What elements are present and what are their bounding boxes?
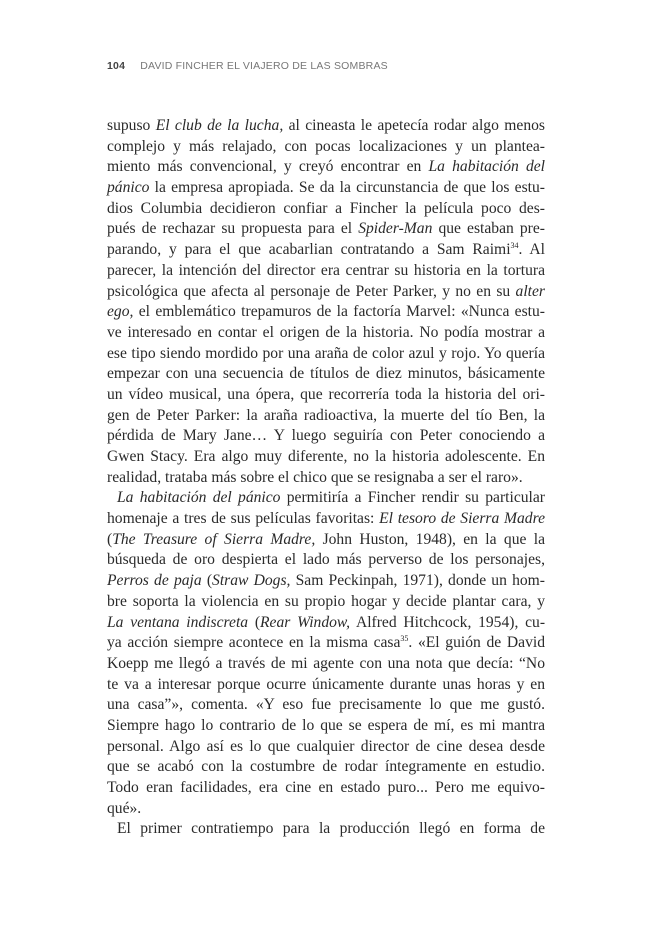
text-line	[107, 488, 545, 509]
text-segment: ve interesado en contar el origen de la historia. No podía mostrar a	[107, 323, 545, 341]
text-segment: John Huston, 1948), en la que la	[315, 530, 545, 548]
text-line	[107, 819, 545, 840]
italic-title: Rear Window,	[260, 613, 351, 631]
text-segment: . «El guión de David	[408, 634, 545, 652]
text-segment: (	[248, 613, 261, 631]
text-line	[107, 261, 545, 282]
text-line	[107, 219, 545, 240]
body-text	[107, 116, 545, 840]
text-segment: bre soporta la violencia en su propio hogar y decide plantar cara, y	[107, 592, 545, 610]
text-segment: realidad, trataba más sobre el chico que se resignaba a ser el raro».	[107, 468, 523, 486]
footnote-marker: 35	[400, 634, 409, 644]
text-line	[107, 157, 545, 178]
text-segment: empezar con una secuencia de títulos de diez minutos, básicamente	[107, 365, 545, 383]
text-segment: Koepp me llegó a través de mi agente con una nota que decía: “No	[107, 654, 545, 672]
text-line	[107, 282, 545, 303]
text-segment: (	[201, 572, 213, 590]
text-segment: que se acabó con la costumbre de rodar íntegramente en estudio.	[107, 758, 545, 776]
text-line	[107, 468, 545, 489]
text-segment: qué».	[107, 799, 142, 817]
text-line	[107, 799, 545, 820]
text-segment: (	[107, 530, 113, 548]
text-segment: al cineasta le apetecía rodar algo menos	[283, 117, 545, 134]
italic-title: La ventana indiscreta	[107, 613, 249, 631]
italic-title: Straw Dogs,	[212, 572, 291, 590]
text-line	[107, 240, 545, 261]
text-line	[107, 447, 545, 468]
text-segment: psicológica que afecta al personaje de Peter Parker, y no en su	[107, 282, 516, 300]
italic-title: Spider-Man	[358, 220, 433, 238]
text-line	[107, 406, 545, 427]
italic-title: pánico	[107, 179, 150, 197]
text-segment: personal. Algo así es lo que cualquier director de cine desea desde	[107, 737, 545, 755]
text-segment: parando, y para el que acabarlian contratando a Sam Raimi	[107, 241, 511, 259]
text-line	[107, 178, 545, 199]
text-line	[107, 654, 545, 675]
text-line	[107, 137, 545, 158]
text-line	[107, 116, 545, 137]
text-segment: ese tipo siendo mordido por una araña de color azul y rojo. Yo quería	[107, 344, 545, 362]
text-segment: supuso	[107, 117, 156, 134]
text-segment: miento más convencional, y creyó encontrar en	[107, 158, 429, 176]
footnote-marker: 34	[510, 241, 519, 251]
text-line	[107, 737, 545, 758]
text-segment: un vídeo musical, una ópera, que recorrería toda la historia del ori-	[107, 385, 545, 403]
running-header	[107, 60, 388, 72]
text-segment: Sam Peckinpah, 1971), donde un hom-	[290, 572, 545, 590]
text-line	[107, 633, 545, 654]
text-segment: búsqueda de oro despierta el lado más perverso de los personajes,	[107, 551, 545, 569]
italic-title: La habitación del pánico	[117, 489, 281, 507]
text-line	[107, 530, 545, 551]
text-segment: una casa”», comenta. «Y eso fue precisamente lo que me gustó.	[107, 696, 545, 714]
text-segment: permitiría a Fincher rendir su particular	[280, 489, 545, 507]
text-line	[107, 778, 545, 799]
text-segment: Todo eran facilidades, era cine en estado puro... Pero me equivo-	[107, 779, 545, 796]
text-segment: Alfred Hitchcock, 1954), cu-	[350, 613, 546, 631]
text-line	[107, 613, 545, 634]
text-line	[107, 199, 545, 220]
text-line	[107, 426, 545, 447]
italic-title: The Treasure of Sierra Madre,	[112, 530, 316, 548]
text-segment: complejo y más relajado, con pocas localizaciones y un plantea-	[107, 137, 545, 155]
text-line	[107, 344, 545, 365]
italic-title: alter	[515, 282, 545, 300]
running-title: DAVID FINCHER EL VIAJERO DE LAS SOMBRAS	[140, 60, 388, 72]
text-segment: que estaban pre-	[432, 220, 545, 238]
text-segment: pérdida de Mary Jane… Y luego seguiría con Peter conociendo a	[107, 427, 545, 445]
text-segment: Siempre hago lo contrario de lo que se espera de mí, es mi mantra	[107, 716, 545, 734]
text-segment: . Al	[518, 241, 546, 259]
text-line	[107, 364, 545, 385]
italic-title: ego,	[107, 303, 134, 321]
italic-title: La habitación del	[428, 158, 545, 176]
text-segment: la empresa apropiada. Se da la circunstancia de que los estu-	[149, 179, 545, 197]
text-segment: ya acción siempre acontece en la misma casa	[107, 634, 401, 652]
text-segment: parecer, la intención del director era centrar su historia en la tortura	[107, 261, 545, 279]
text-line	[107, 757, 545, 778]
text-line	[107, 385, 545, 406]
page-number: 104	[107, 60, 126, 72]
text-line	[107, 695, 545, 716]
italic-title: El tesoro de Sierra Madre	[379, 510, 545, 528]
text-segment: Gwen Stacy. Era algo muy diferente, no la historia adolescente. En	[107, 448, 545, 465]
text-segment: te va a interesar porque ocurre únicamente durante unas horas y en	[107, 675, 545, 693]
text-line	[107, 716, 545, 737]
text-line	[107, 571, 545, 592]
text-segment: dios Columbia decidieron confiar a Fincher la película poco des-	[107, 199, 545, 217]
text-segment: homenaje a tres de sus películas favoritas:	[107, 510, 380, 528]
text-line	[107, 302, 545, 323]
text-line	[107, 509, 545, 530]
text-line	[107, 592, 545, 613]
text-segment: El primer contratiempo para la producción llegó en forma de	[117, 820, 545, 838]
text-line	[107, 675, 545, 696]
text-line	[107, 323, 545, 344]
italic-title: El club de la lucha,	[155, 117, 284, 134]
text-line	[107, 550, 545, 571]
text-segment: el emblemático trepamuros de la factoría Marvel: «Nunca estu-	[133, 303, 545, 321]
italic-title: Perros de paja	[107, 572, 202, 590]
text-segment: pués de rechazar su propuesta para el	[107, 220, 359, 238]
text-segment: gen de Peter Parker: la araña radioactiva, la muerte del tío Ben, la	[107, 406, 545, 424]
